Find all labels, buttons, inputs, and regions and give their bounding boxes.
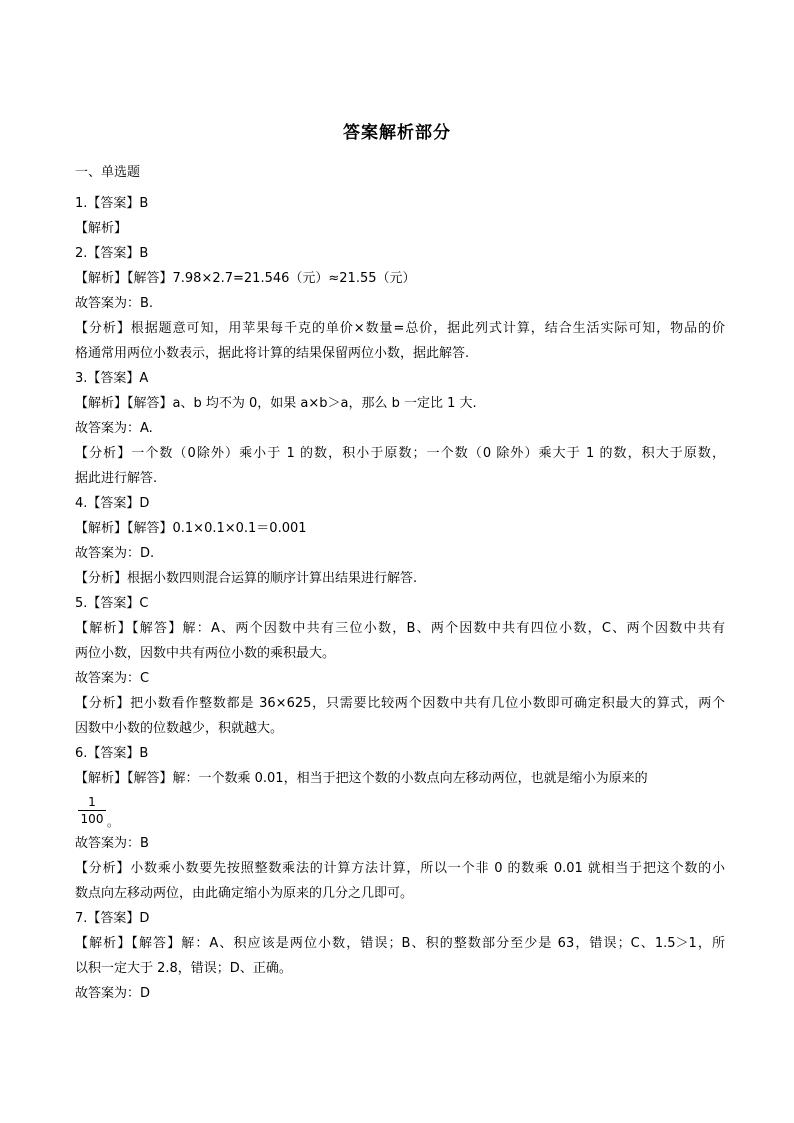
q1-answer: 1.【答案】B [75, 196, 149, 211]
q3-solution: 【解析】【解答】a、b 均不为 0，如果 a×b＞a，那么 b 一定比 1 大. [75, 396, 477, 411]
q2-final: 故答案为：B. [75, 296, 154, 311]
q2-explanation-line2: 格通常用两位小数表示，据此将计算的结果保留两位小数，据此解答. [75, 346, 470, 361]
q5-solution-line2: 两位小数，因数中共有两位小数的乘积最大。 [75, 646, 336, 661]
q7-answer: 7.【答案】D [75, 911, 150, 926]
q3-answer: 3.【答案】A [75, 371, 149, 386]
q3-final: 故答案为：A. [75, 421, 153, 436]
q7-solution-line1: 【解析】【解答】解：A、积应该是两位小数，错误；B、积的整数部分至少是 63，错误；C、1.5＞1，所 [75, 936, 725, 951]
q4-final: 故答案为：D. [75, 546, 155, 561]
q6-solution: 【解析】【解答】解：一个数乘 0.01，相当于把这个数的小数点向左移动两位，也就是缩小为原来的 [75, 771, 648, 786]
q4-explanation: 【分析】根据小数四则混合运算的顺序计算出结果进行解答. [75, 571, 418, 586]
q5-explanation-line2: 因数中小数的位数越少，积就越大。 [75, 721, 284, 736]
q2-explanation-line1: 【分析】根据题意可知，用苹果每千克的单价×数量=总价，据此列式计算，结合生活实际可知，物品的价 [75, 321, 725, 336]
q3-explanation-line2: 据此进行解答. [75, 471, 158, 486]
q3-explanation-line1: 【分析】一个数（0除外）乘小于 1 的数，积小于原数；一个数（0 除外）乘大于 1 的数，积大于原数， [75, 446, 725, 461]
q5-final: 故答案为：C [75, 671, 150, 686]
q6-explanation-line1: 【分析】小数乘小数要先按照整数乘法的计算方法计算，所以一个非 0 的数乘 0.01 就相当于把这个数的小 [75, 861, 725, 876]
q5-explanation-line1: 【分析】把小数看作整数都是 36×625，只需要比较两个因数中共有几位小数即可确定积最大的算式，两个 [75, 696, 725, 711]
fraction-numerator: 1 [88, 795, 96, 809]
fraction-denominator: 100 [80, 812, 104, 826]
section-heading: 一、单选题 [75, 165, 141, 180]
q5-answer: 5.【答案】C [75, 596, 149, 611]
q1-analysis: 【解析】 [75, 221, 128, 236]
q7-solution-line2: 以积一定大于 2.8，错误；D、正确。 [75, 961, 292, 976]
q4-answer: 4.【答案】D [75, 496, 150, 511]
q6-explanation-line2: 数点向左移动两位，由此确定缩小为原来的几分之几即可。 [75, 886, 414, 901]
q7-final: 故答案为：D [75, 986, 151, 1001]
fraction-period: 。 [107, 815, 120, 829]
q6-final: 故答案为：B [75, 836, 149, 851]
page-title: 答案解析部分 [343, 123, 451, 143]
q4-solution: 【解析】【解答】0.1×0.1×0.1＝0.001 [75, 521, 307, 536]
q2-solution: 【解析】【解答】7.98×2.7=21.546（元）≈21.55（元） [75, 271, 416, 286]
q6-answer: 6.【答案】B [75, 746, 149, 761]
q2-answer: 2.【答案】B [75, 246, 149, 261]
q5-solution-line1: 【解析】【解答】解：A、两个因数中共有三位小数，B、两个因数中共有四位小数，C、两个因数中共有 [75, 621, 725, 636]
fraction-one-hundredth [77, 795, 107, 827]
